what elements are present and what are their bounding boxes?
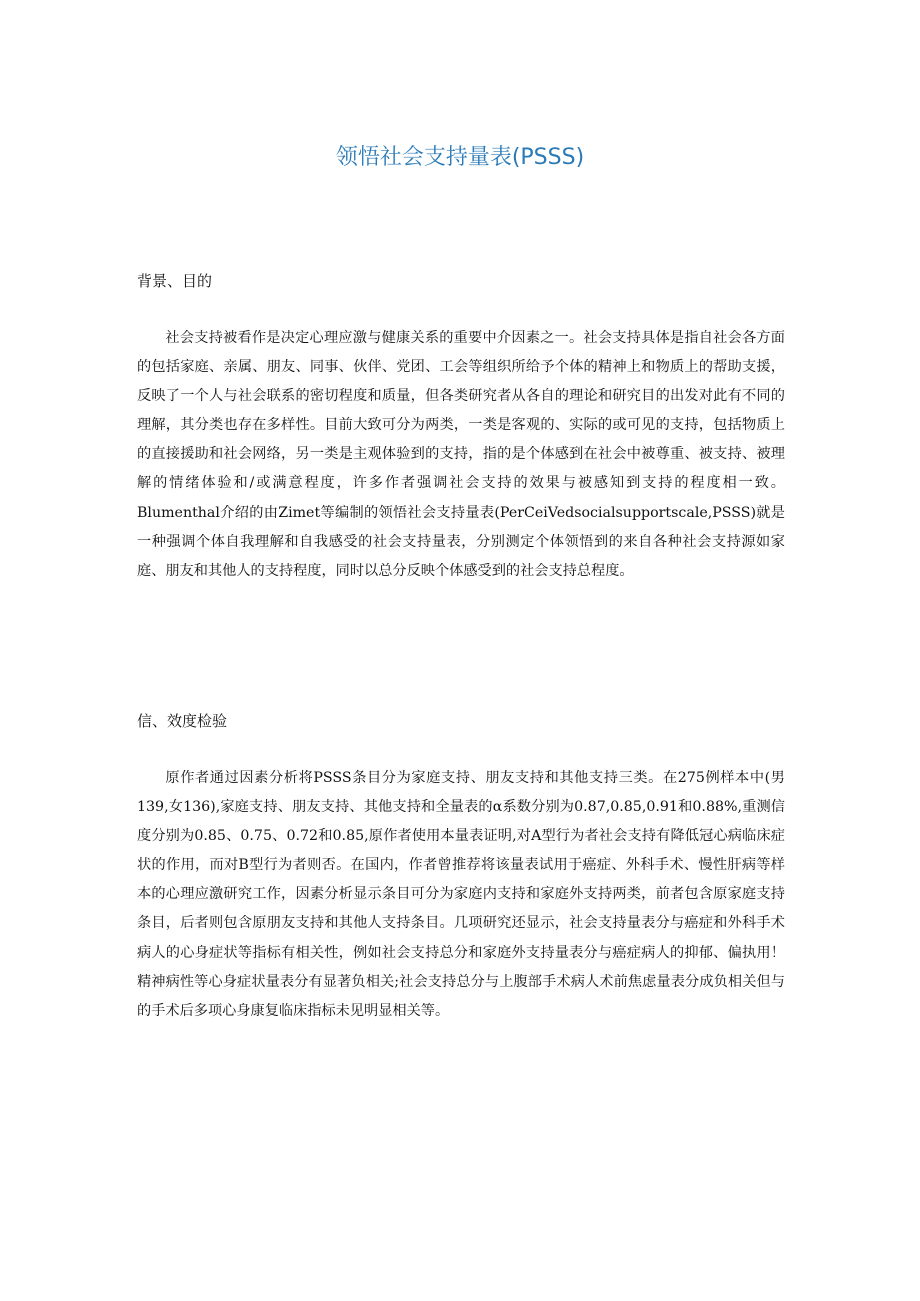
section-paragraph-reliability: 原作者通过因素分析将PSSS条目分为家庭支持、朋友支持和其他支持三类。在275例样本中(男139,女136),家庭支持、朋友支持、其他支持和全量表的α系数分别为0.87,0.85,0.91和0.88%,重测信度分别为0.85、0.75、0.72和0.85,原作者使用本量表证明,对A型行为者社会支持有降低冠心病临床症状的作用，而对B型行为者则否。在国内，作者曾推荐将该量表试用于癌症、外科手术、慢性肝病等样本的心理应激研究工作，因素分析显示条目可分为家庭内支持和家庭外支持两类，前者包含原家庭支持条目，后者则包含原朋友支持和其他人支持条目。几项研究还显示，社会支持量表分与癌症和外科手术病人的心身症状等指标有相关性，例如社会支持总分和家庭外支持量表分与癌症病人的抑郁、偏执用！精神病性等心身症状量表分有显著负相关;社会支持总分与上腹部手术病人术前焦虑量表分成负相关但与的手术后多项心身康复临床指标未见明显相关等。 bbox=[137, 770, 785, 1019]
section-paragraph-background: 社会支持被看作是决定心理应激与健康关系的重要中介因素之一。社会支持具体是指自社会各方面的包括家庭、亲属、朋友、同事、伙伴、党团、工会等组织所给予个体的精神上和物质上的帮助支援，反映了一个人与社会联系的密切程度和质量，但各类研究者从各自的理论和研究目的出发对此有不同的理解，其分类也存在多样性。目前大致可分为两类，一类是客观的、实际的或可见的支持，包括物质上的直接援助和社会网络，另一类是主观体验到的支持，指的是个体感到在社会中被尊重、被支持、被理解的情绪体验和/或满意程度，许多作者强调社会支持的效果与被感知到支持的程度相一致。Blumenthal介绍的由Zimet等编制的领悟社会支持量表(PerCeiVedsocialsupportscale,PSSS)就是一种强调个体自我理解和自我感受的社会支持量表，分别测定个体领悟到的来自各种社会支持源如家庭、朋友和其他人的支持程度，同时以总分反映个体感受到的社会支持总程度。 bbox=[137, 330, 785, 579]
document-title: 领悟社会支持量表(PSSS) bbox=[335, 145, 585, 170]
section-heading-background: 背景、目的 bbox=[137, 272, 213, 290]
section-heading-reliability: 信、效度检验 bbox=[137, 712, 228, 730]
